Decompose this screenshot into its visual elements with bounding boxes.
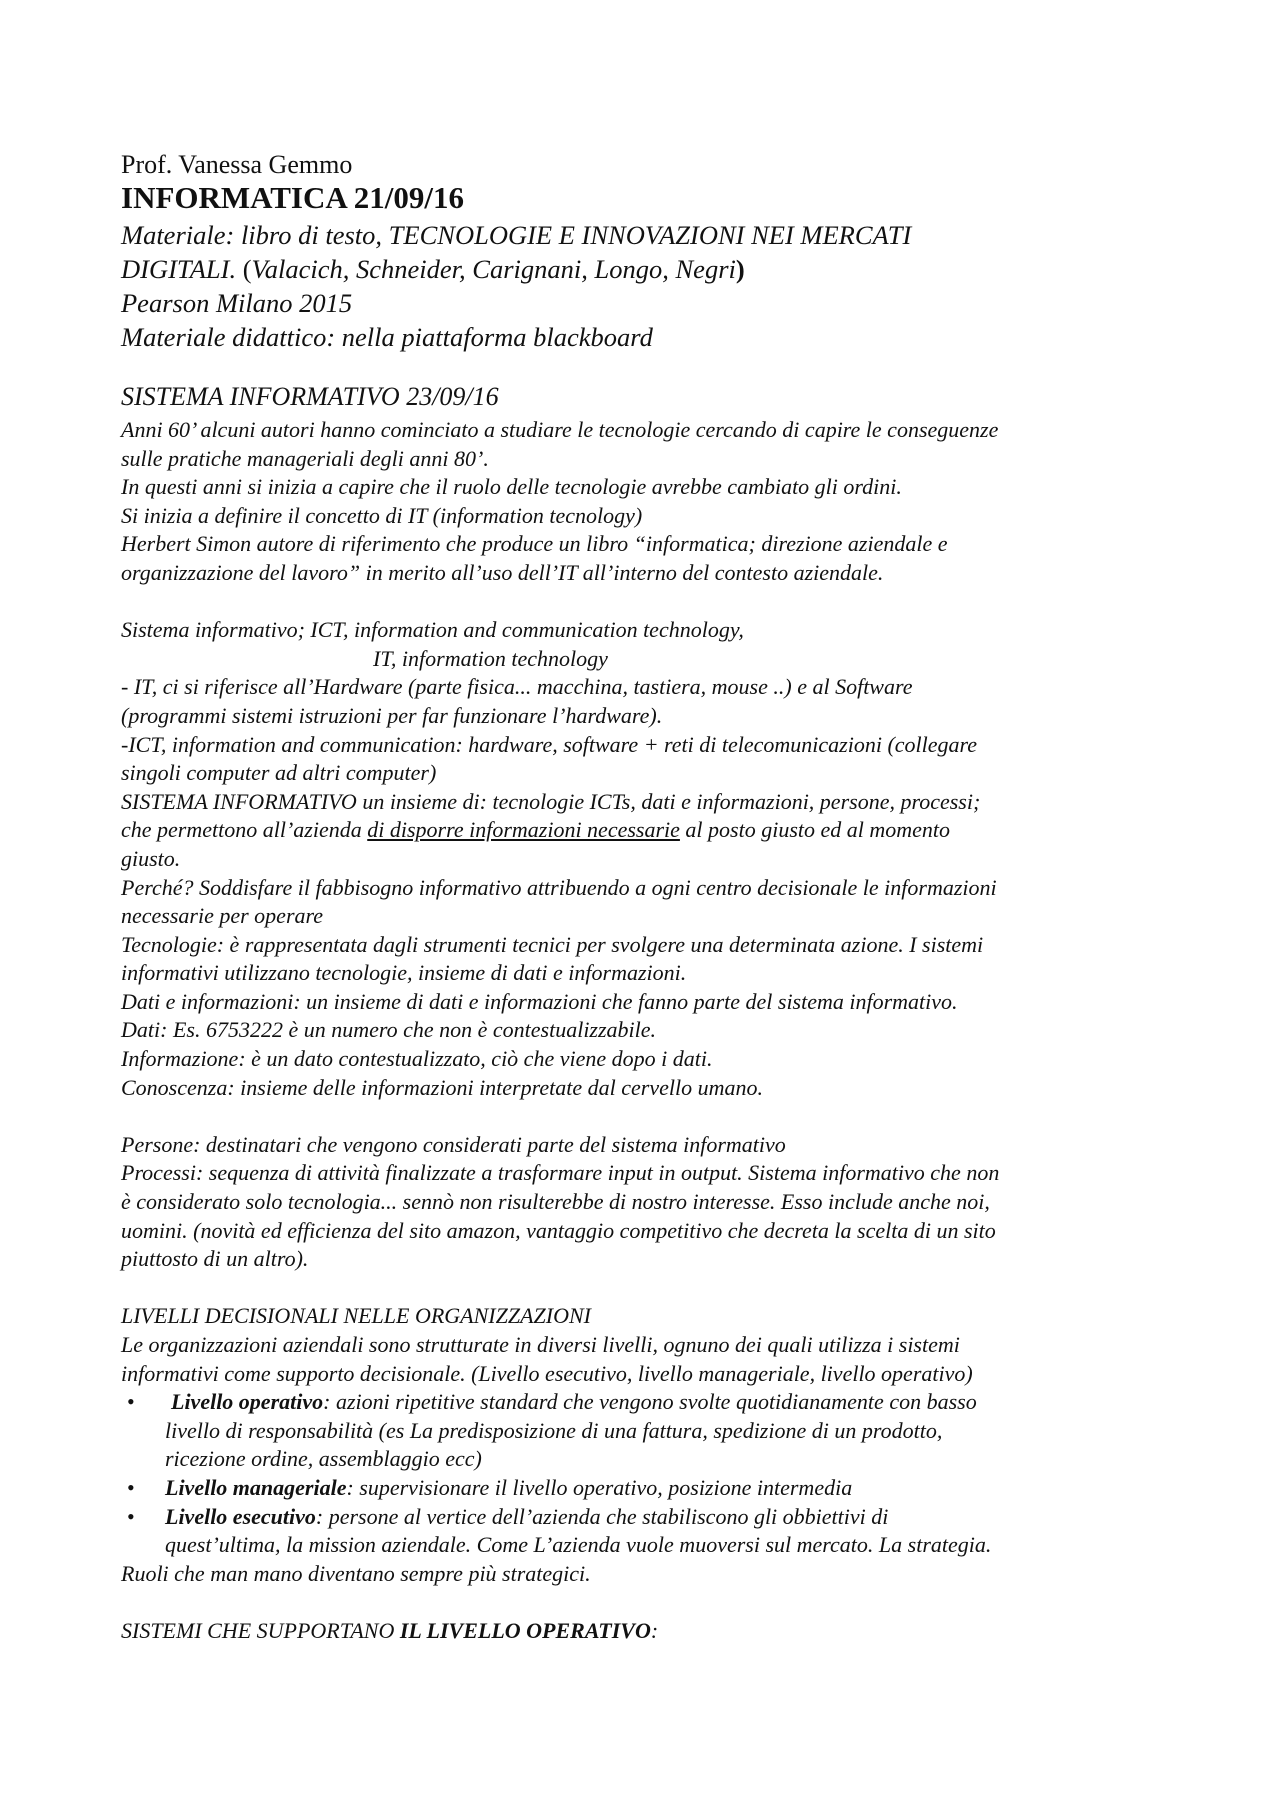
s2-line: informativi utilizzano tecnologie, insieme di dati e informazioni.: [121, 960, 687, 986]
section-title-sistema-informativo: SISTEMA INFORMATIVO 23/09/16: [121, 382, 499, 411]
document-page: [121, 150, 1181, 1646]
s1-line: sulle pratiche manageriali degli anni 80’.: [121, 445, 489, 471]
cont-line: ricezione ordine, assemblaggio ecc): [165, 1446, 482, 1472]
cont-line: livello di responsabilità (es La predisposizione di una fattura, spedizione di un prodotto,: [165, 1417, 943, 1443]
s1-line: Si inizia a definire il concetto di IT (information tecnology): [121, 502, 643, 528]
bullet-icon: •: [127, 1503, 135, 1529]
s2-line: singoli computer ad altri computer): [121, 760, 437, 786]
s3-line: uomini. (novità ed efficienza del sito amazon, vantaggio competitivo che decreta la scelta di un sito: [121, 1217, 996, 1243]
text-livello-manageriale: : supervisionare il livello operativo, posizione intermedia: [346, 1474, 853, 1500]
s2-underlined-phrase: di disporre informazioni necessarie: [367, 817, 680, 843]
s4-intro-line: Le organizzazioni aziendali sono strutturate in diversi livelli, ognuno dei quali utilizza i sistemi: [121, 1332, 960, 1357]
s2-line-underlined: [121, 816, 1181, 845]
s2-line: Informazione: è un dato contestualizzato, ciò che viene dopo i dati.: [121, 1046, 713, 1072]
section-title-livelli-decisionali: LIVELLI DECISIONALI NELLE ORGANIZZAZIONI: [121, 1303, 591, 1329]
s2-underline-pre: che permettono all’azienda: [121, 817, 368, 843]
s3-line: è considerato solo tecnologia... sennò non risulterebbe di nostro interesse. Esso include anche noi,: [121, 1189, 990, 1215]
s5-title-pre: SISTEMI CHE SUPPORTANO: [121, 1617, 400, 1643]
s5-title-post: :: [650, 1617, 659, 1643]
material-line-2-authors: Valacich, Schneider, Carignani, Longo, Negri: [251, 254, 736, 284]
list-item-livello-esecutivo: [121, 1503, 1181, 1560]
document-title: INFORMATICA 21/09/16: [121, 180, 465, 215]
s1-line: Anni 60’ alcuni autori hanno cominciato a studiare le tecnologie cercando di capire le conseguenze: [121, 417, 999, 442]
bullet-icon: •: [127, 1389, 135, 1415]
s2-line: SISTEMA INFORMATIVO un insieme di: tecnologie ICTs, dati e informazioni, persone, processi;: [121, 788, 981, 814]
text-livello-operativo: : azioni ripetitive standard che vengono svolte quotidianamente con basso: [323, 1389, 977, 1415]
material-line-3: Pearson Milano 2015: [121, 288, 353, 318]
s2-line: (programmi sistemi istruzioni per far funzionare l’hardware).: [121, 702, 663, 728]
s4-intro-line: informativi come supporto decisionale. (Livello esecutivo, livello manageriale, livello operativo): [121, 1360, 973, 1386]
paragraph-gap: [121, 588, 1181, 617]
s2-line: Conoscenza: insieme delle informazioni interpretate dal cervello umano.: [121, 1074, 763, 1100]
s2-line: Tecnologie: è rappresentata dagli strumenti tecnici per svolgere una determinata azione. I sistemi: [121, 931, 984, 957]
material-line-4: Materiale didattico: nella piattaforma blackboard: [121, 322, 653, 352]
material-line-2-a: DIGITALI.: [121, 254, 243, 284]
text-livello-esecutivo: : persone al vertice dell’azienda che stabiliscono gli obbiettivi di: [315, 1503, 889, 1529]
cont-line: quest’ultima, la mission aziendale. Come L’azienda vuole muoversi sul mercato. La strategia.: [165, 1532, 992, 1558]
s2-line: -ICT, information and communication: hardware, software + reti di telecomunicazioni (collegare: [121, 731, 978, 757]
s1-line: organizzazione del lavoro” in merito all’uso dell’IT all’interno del contesto aziendale.: [121, 559, 884, 585]
s2-line: Perché? Soddisfare il fabbisogno informativo attribuendo a ogni centro decisionale le informazioni: [121, 874, 997, 900]
s2-line: Dati: Es. 6753222 è un numero che non è contestualizzabile.: [121, 1017, 657, 1043]
decision-levels-list: [121, 1388, 1181, 1560]
s5-title-bold: IL LIVELLO OPERATIVO: [399, 1617, 651, 1643]
list-item-livello-manageriale: [121, 1474, 1181, 1503]
s2-line-it: IT, information technology: [373, 645, 608, 671]
s4-closing-line: Ruoli che man mano diventano sempre più strategici.: [121, 1560, 591, 1586]
s2-line-ict: Sistema informativo; ICT, information and communication technology,: [121, 617, 744, 643]
term-livello-manageriale: Livello manageriale: [165, 1474, 347, 1500]
s2-line: necessarie per operare: [121, 903, 324, 929]
paragraph-gap: [121, 1102, 1181, 1131]
s2-line: Dati e informazioni: un insieme di dati e informazioni che fanno parte del sistema informativo.: [121, 988, 958, 1014]
s1-line: In questi anni si inizia a capire che il ruolo delle tecnologie avrebbe cambiato gli ordini.: [121, 474, 902, 500]
s3-line: Persone: destinatari che vengono considerati parte del sistema informativo: [121, 1131, 786, 1157]
s2-underline-post: al posto giusto ed al momento: [679, 817, 951, 843]
s2-line: giusto.: [121, 845, 181, 871]
term-livello-esecutivo: Livello esecutivo: [165, 1503, 316, 1529]
bullet-icon: •: [127, 1474, 135, 1500]
material-line-2-open-paren: (: [242, 254, 252, 284]
author-line: Prof. Vanessa Gemmo: [121, 150, 353, 179]
s3-line: piuttosto di un altro).: [121, 1246, 309, 1272]
material-line-2: [121, 252, 1181, 286]
material-line-2-close-paren: ): [735, 254, 745, 284]
material-line-1: Materiale: libro di testo, TECNOLOGIE E INNOVAZIONI NEI MERCATI: [121, 220, 912, 250]
term-livello-operativo: Livello operativo: [171, 1389, 324, 1415]
paragraph-gap: [121, 1274, 1181, 1303]
s2-line: - IT, ci si riferisce all’Hardware (parte fisica... macchina, tastiera, mouse ..) e al Software: [121, 674, 913, 700]
paragraph-gap: [121, 1588, 1181, 1617]
s1-line: Herbert Simon autore di riferimento che produce un libro “informatica; direzione aziendale e: [121, 531, 948, 557]
list-item-livello-operativo: [121, 1388, 1181, 1474]
s3-line: Processi: sequenza di attività finalizzate a trasformare input in output. Sistema informativo che non: [121, 1160, 1000, 1186]
section-title-sistemi-livello-operativo: [121, 1617, 1181, 1646]
